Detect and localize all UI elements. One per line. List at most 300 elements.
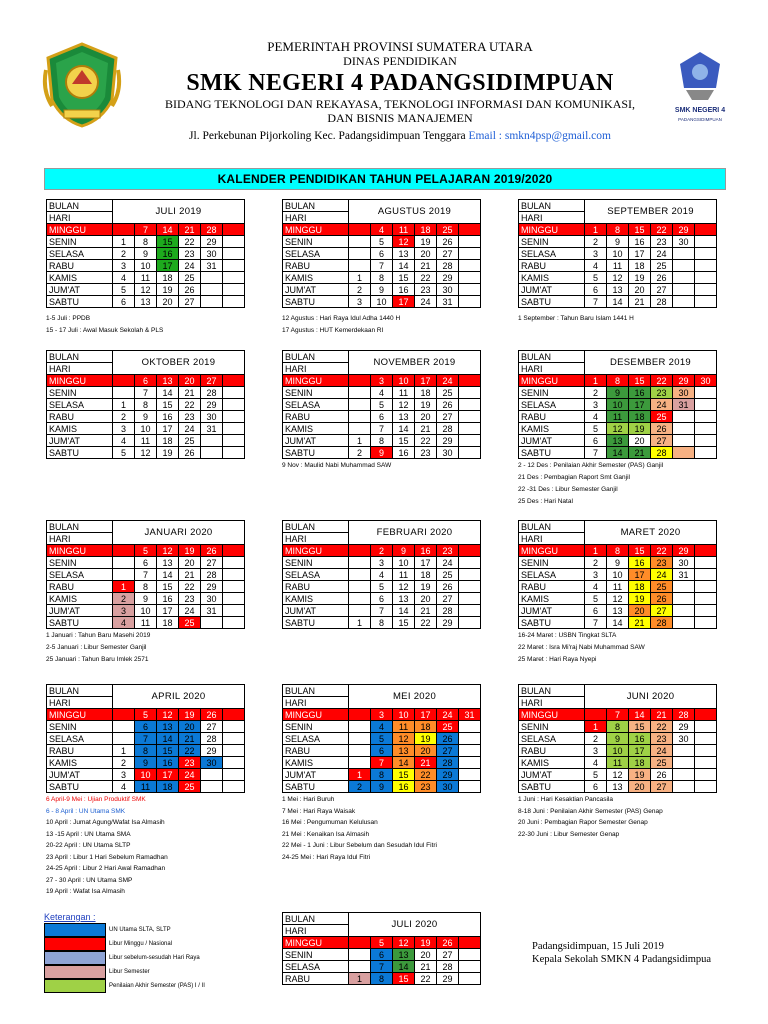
day-label: KAMIS xyxy=(47,272,113,284)
table-row xyxy=(47,296,245,308)
date-cell xyxy=(673,411,695,423)
date-cell xyxy=(113,387,135,399)
day-label: SABTU xyxy=(47,781,113,793)
date-cell: 11 xyxy=(393,224,415,236)
hari-label: HARI xyxy=(47,697,113,709)
date-cell: 11 xyxy=(607,411,629,423)
date-cell: 8 xyxy=(607,545,629,557)
day-label: MINGGU xyxy=(47,709,113,721)
date-cell: 3 xyxy=(371,375,393,387)
date-cell: 26 xyxy=(179,284,201,296)
date-cell xyxy=(673,296,695,308)
date-cell: 14 xyxy=(607,617,629,629)
date-cell: 26 xyxy=(651,769,673,781)
bulan-label: BULAN xyxy=(519,685,585,697)
date-cell: 23 xyxy=(437,545,459,557)
date-cell: 9 xyxy=(371,447,393,459)
date-cell xyxy=(349,387,371,399)
date-cell: 24 xyxy=(179,769,201,781)
table-row xyxy=(47,375,245,387)
table-row xyxy=(47,224,245,236)
date-cell: 22 xyxy=(651,721,673,733)
date-cell: 2 xyxy=(585,557,607,569)
day-label: KAMIS xyxy=(283,593,349,605)
date-cell: 22 xyxy=(415,617,437,629)
date-cell xyxy=(201,284,223,296)
date-cell: 7 xyxy=(371,260,393,272)
date-cell: 16 xyxy=(415,545,437,557)
date-cell: 28 xyxy=(437,757,459,769)
date-cell xyxy=(695,224,717,236)
date-cell: 22 xyxy=(415,435,437,447)
date-cell xyxy=(459,973,481,985)
date-cell: 26 xyxy=(201,545,223,557)
date-cell: 2 xyxy=(113,593,135,605)
date-cell: 10 xyxy=(607,399,629,411)
date-cell xyxy=(459,224,481,236)
date-cell xyxy=(349,721,371,733)
date-cell: 22 xyxy=(415,973,437,985)
date-cell: 3 xyxy=(585,745,607,757)
table-row xyxy=(519,781,717,793)
date-cell: 16 xyxy=(157,757,179,769)
date-cell xyxy=(349,581,371,593)
table-row xyxy=(47,569,245,581)
table-row xyxy=(283,387,481,399)
date-cell: 16 xyxy=(629,387,651,399)
date-cell: 9 xyxy=(135,411,157,423)
table-row xyxy=(47,593,245,605)
date-cell xyxy=(223,617,245,629)
date-cell: 16 xyxy=(157,593,179,605)
date-cell: 25 xyxy=(179,272,201,284)
date-cell xyxy=(223,709,245,721)
table-row xyxy=(519,260,717,272)
date-cell xyxy=(459,769,481,781)
date-cell xyxy=(113,569,135,581)
date-cell: 29 xyxy=(201,399,223,411)
bulan-label: BULAN xyxy=(47,200,113,212)
date-cell: 15 xyxy=(393,769,415,781)
date-cell: 7 xyxy=(585,447,607,459)
day-label: SELASA xyxy=(519,733,585,745)
date-cell: 16 xyxy=(629,733,651,745)
date-cell: 23 xyxy=(651,387,673,399)
month-name: MEI 2020 xyxy=(349,685,481,709)
date-cell xyxy=(113,545,135,557)
date-cell xyxy=(673,248,695,260)
date-cell: 19 xyxy=(415,581,437,593)
date-cell xyxy=(459,581,481,593)
date-cell: 12 xyxy=(607,272,629,284)
date-cell: 15 xyxy=(393,973,415,985)
address-line xyxy=(140,130,660,143)
day-label: SELASA xyxy=(47,733,113,745)
date-cell: 10 xyxy=(135,260,157,272)
day-label: SABTU xyxy=(519,617,585,629)
table-row xyxy=(519,581,717,593)
date-cell: 3 xyxy=(349,296,371,308)
date-cell: 6 xyxy=(371,593,393,605)
date-cell xyxy=(459,423,481,435)
date-cell: 30 xyxy=(673,557,695,569)
day-label: MINGGU xyxy=(47,375,113,387)
date-cell: 18 xyxy=(415,224,437,236)
date-cell: 11 xyxy=(393,569,415,581)
date-cell: 23 xyxy=(415,447,437,459)
date-cell: 23 xyxy=(179,248,201,260)
date-cell xyxy=(459,375,481,387)
date-cell xyxy=(695,284,717,296)
day-label: SENIN xyxy=(519,387,585,399)
date-cell: 23 xyxy=(179,593,201,605)
date-cell: 31 xyxy=(673,399,695,411)
date-cell: 26 xyxy=(437,937,459,949)
date-cell: 26 xyxy=(437,733,459,745)
date-cell: 13 xyxy=(393,949,415,961)
date-cell: 11 xyxy=(135,435,157,447)
date-cell xyxy=(223,721,245,733)
date-cell: 27 xyxy=(437,593,459,605)
date-cell: 20 xyxy=(415,949,437,961)
date-cell: 22 xyxy=(179,745,201,757)
day-label: RABU xyxy=(519,411,585,423)
table-row xyxy=(283,236,481,248)
date-cell: 18 xyxy=(629,411,651,423)
date-cell: 21 xyxy=(415,961,437,973)
hari-label: HARI xyxy=(519,212,585,224)
date-cell xyxy=(223,399,245,411)
school-logo-icon xyxy=(668,44,732,126)
day-label: RABU xyxy=(283,973,349,985)
date-cell xyxy=(673,284,695,296)
hari-label: HARI xyxy=(47,533,113,545)
table-row xyxy=(283,949,481,961)
date-cell: 8 xyxy=(371,617,393,629)
day-label: KAMIS xyxy=(283,423,349,435)
date-cell: 13 xyxy=(393,745,415,757)
day-label: JUM'AT xyxy=(519,284,585,296)
date-cell: 4 xyxy=(371,387,393,399)
day-label: SENIN xyxy=(519,557,585,569)
table-row xyxy=(47,399,245,411)
hari-label: HARI xyxy=(519,363,585,375)
date-cell xyxy=(223,224,245,236)
date-cell: 14 xyxy=(157,224,179,236)
date-cell: 12 xyxy=(157,545,179,557)
day-label: MINGGU xyxy=(519,224,585,236)
date-cell: 18 xyxy=(629,581,651,593)
hari-label: HARI xyxy=(47,363,113,375)
date-cell xyxy=(223,733,245,745)
table-row xyxy=(519,605,717,617)
day-label: SENIN xyxy=(283,721,349,733)
date-cell: 21 xyxy=(179,733,201,745)
date-cell: 15 xyxy=(157,236,179,248)
month-table xyxy=(282,199,481,308)
date-cell xyxy=(113,224,135,236)
date-cell: 4 xyxy=(585,260,607,272)
date-cell: 16 xyxy=(629,236,651,248)
date-cell: 21 xyxy=(179,569,201,581)
date-cell xyxy=(459,248,481,260)
date-cell xyxy=(695,769,717,781)
date-cell xyxy=(113,557,135,569)
date-cell: 29 xyxy=(673,224,695,236)
day-label: SENIN xyxy=(519,236,585,248)
table-row xyxy=(519,733,717,745)
date-cell xyxy=(223,557,245,569)
bulan-label: BULAN xyxy=(519,521,585,533)
day-label: SABTU xyxy=(47,447,113,459)
date-cell: 5 xyxy=(113,447,135,459)
day-label: RABU xyxy=(283,260,349,272)
date-cell: 17 xyxy=(415,557,437,569)
date-cell xyxy=(223,447,245,459)
day-label: JUM'AT xyxy=(47,284,113,296)
date-cell xyxy=(349,949,371,961)
date-cell: 7 xyxy=(135,224,157,236)
date-cell xyxy=(695,593,717,605)
date-cell: 18 xyxy=(415,721,437,733)
date-cell xyxy=(695,272,717,284)
day-label: JUM'AT xyxy=(283,769,349,781)
date-cell: 22 xyxy=(651,545,673,557)
date-cell xyxy=(223,605,245,617)
date-cell: 4 xyxy=(113,435,135,447)
date-cell: 24 xyxy=(415,296,437,308)
date-cell xyxy=(459,236,481,248)
day-label: KAMIS xyxy=(519,593,585,605)
day-label: KAMIS xyxy=(47,423,113,435)
office-line: DINAS PENDIDIKAN xyxy=(343,53,457,68)
legend-item: Libur Minggu / Nasional xyxy=(44,937,254,951)
date-cell xyxy=(673,769,695,781)
date-cell xyxy=(201,272,223,284)
date-cell: 9 xyxy=(607,387,629,399)
table-row xyxy=(519,375,717,387)
date-cell: 24 xyxy=(437,375,459,387)
date-cell: 9 xyxy=(393,545,415,557)
date-cell: 10 xyxy=(607,745,629,757)
date-cell: 30 xyxy=(201,593,223,605)
date-cell xyxy=(349,569,371,581)
date-cell: 18 xyxy=(629,260,651,272)
day-label: RABU xyxy=(47,260,113,272)
date-cell xyxy=(223,569,245,581)
date-cell xyxy=(349,757,371,769)
date-cell: 31 xyxy=(201,260,223,272)
hari-label: HARI xyxy=(519,533,585,545)
table-row xyxy=(519,769,717,781)
date-cell: 6 xyxy=(371,248,393,260)
date-cell: 3 xyxy=(371,557,393,569)
date-cell xyxy=(349,224,371,236)
date-cell: 12 xyxy=(393,733,415,745)
date-cell: 23 xyxy=(651,733,673,745)
day-label: SENIN xyxy=(283,236,349,248)
date-cell: 23 xyxy=(179,757,201,769)
date-cell: 17 xyxy=(393,296,415,308)
notes-nov19: 9 Nov : Maulid Nabi Muhammad SAW xyxy=(282,462,392,469)
month-table xyxy=(46,350,245,459)
bulan-label: BULAN xyxy=(47,351,113,363)
date-cell: 22 xyxy=(651,375,673,387)
date-cell xyxy=(459,435,481,447)
date-cell: 16 xyxy=(393,781,415,793)
table-row xyxy=(283,937,481,949)
date-cell xyxy=(349,236,371,248)
date-cell: 25 xyxy=(651,757,673,769)
date-cell: 30 xyxy=(437,781,459,793)
date-cell: 26 xyxy=(437,399,459,411)
date-cell xyxy=(113,709,135,721)
day-label: SABTU xyxy=(283,296,349,308)
table-row xyxy=(519,248,717,260)
day-label: KAMIS xyxy=(47,757,113,769)
month-table xyxy=(518,199,717,308)
table-row xyxy=(283,745,481,757)
month-name: MARET 2020 xyxy=(585,521,717,545)
table-row xyxy=(283,605,481,617)
date-cell xyxy=(223,387,245,399)
month-table xyxy=(46,199,245,308)
notes-jan20: 1 Januari : Tahun Baru Masehi 2019 2-5 Januari : Libur Semester Ganjil 25 Januari : Tahun Baru Imlek 2571 xyxy=(46,632,151,663)
table-row xyxy=(47,248,245,260)
notes-sep19: 1 September : Tahun Baru Islam 1441 H xyxy=(518,315,634,322)
table-row xyxy=(47,557,245,569)
date-cell: 12 xyxy=(393,581,415,593)
date-cell: 10 xyxy=(607,569,629,581)
date-cell: 23 xyxy=(651,557,673,569)
date-cell: 24 xyxy=(179,605,201,617)
date-cell: 25 xyxy=(651,581,673,593)
date-cell: 18 xyxy=(157,435,179,447)
table-row xyxy=(283,569,481,581)
table-row xyxy=(519,399,717,411)
date-cell: 17 xyxy=(629,745,651,757)
date-cell: 17 xyxy=(629,569,651,581)
date-cell: 25 xyxy=(179,781,201,793)
date-cell: 25 xyxy=(437,721,459,733)
table-row xyxy=(519,272,717,284)
date-cell: 6 xyxy=(135,721,157,733)
table-row xyxy=(283,721,481,733)
date-cell: 17 xyxy=(157,769,179,781)
date-cell: 28 xyxy=(673,709,695,721)
date-cell: 1 xyxy=(113,399,135,411)
hari-label: HARI xyxy=(283,212,349,224)
date-cell xyxy=(459,593,481,605)
date-cell: 24 xyxy=(437,709,459,721)
date-cell: 2 xyxy=(113,411,135,423)
date-cell: 16 xyxy=(393,447,415,459)
date-cell: 4 xyxy=(371,569,393,581)
table-row xyxy=(47,284,245,296)
date-cell: 27 xyxy=(651,605,673,617)
day-label: KAMIS xyxy=(283,272,349,284)
date-cell xyxy=(459,272,481,284)
table-row xyxy=(519,423,717,435)
table-row xyxy=(519,617,717,629)
day-label: JUM'AT xyxy=(519,435,585,447)
date-cell: 12 xyxy=(607,769,629,781)
date-cell: 22 xyxy=(179,236,201,248)
date-cell: 25 xyxy=(437,224,459,236)
day-label: SELASA xyxy=(47,248,113,260)
date-cell: 2 xyxy=(585,236,607,248)
date-cell xyxy=(695,387,717,399)
date-cell: 7 xyxy=(371,423,393,435)
month-name: SEPTEMBER 2019 xyxy=(585,200,717,224)
bulan-label: BULAN xyxy=(47,685,113,697)
date-cell: 5 xyxy=(135,709,157,721)
table-row xyxy=(47,236,245,248)
date-cell xyxy=(695,709,717,721)
date-cell: 18 xyxy=(629,757,651,769)
date-cell: 10 xyxy=(371,296,393,308)
date-cell: 21 xyxy=(179,224,201,236)
date-cell: 10 xyxy=(393,709,415,721)
month-name: FEBRUARI 2020 xyxy=(349,521,481,545)
table-row xyxy=(519,557,717,569)
date-cell: 15 xyxy=(629,224,651,236)
day-label: MINGGU xyxy=(283,709,349,721)
date-cell: 13 xyxy=(393,593,415,605)
table-row xyxy=(283,224,481,236)
date-cell: 27 xyxy=(651,284,673,296)
day-label: SELASA xyxy=(47,399,113,411)
email-link[interactable]: Email : smkn4psp@gmail.com xyxy=(468,129,611,142)
date-cell: 9 xyxy=(371,284,393,296)
date-cell: 1 xyxy=(349,435,371,447)
day-label: SENIN xyxy=(283,557,349,569)
date-cell: 29 xyxy=(437,617,459,629)
date-cell: 15 xyxy=(629,375,651,387)
month-table xyxy=(46,520,245,629)
day-label: SENIN xyxy=(47,387,113,399)
date-cell xyxy=(459,387,481,399)
date-cell: 7 xyxy=(135,733,157,745)
date-cell xyxy=(459,447,481,459)
date-cell xyxy=(459,745,481,757)
signatory-role: Kepala Sekolah SMKN 4 Padangsidimpua xyxy=(532,954,712,965)
date-cell: 29 xyxy=(201,236,223,248)
date-cell: 14 xyxy=(607,296,629,308)
date-cell: 28 xyxy=(651,296,673,308)
hari-label: HARI xyxy=(283,697,349,709)
date-cell xyxy=(459,721,481,733)
day-label: SELASA xyxy=(283,733,349,745)
date-cell: 8 xyxy=(607,721,629,733)
day-label: SABTU xyxy=(47,617,113,629)
date-cell: 19 xyxy=(179,709,201,721)
date-cell: 4 xyxy=(113,272,135,284)
table-row xyxy=(283,593,481,605)
date-cell: 22 xyxy=(651,224,673,236)
date-cell: 13 xyxy=(607,435,629,447)
day-label: RABU xyxy=(519,745,585,757)
date-cell: 5 xyxy=(371,236,393,248)
table-row xyxy=(283,781,481,793)
date-cell: 8 xyxy=(135,745,157,757)
date-cell: 9 xyxy=(371,781,393,793)
date-cell: 16 xyxy=(393,284,415,296)
letterhead xyxy=(0,0,768,160)
table-row xyxy=(283,733,481,745)
date-cell xyxy=(459,733,481,745)
date-cell: 25 xyxy=(437,569,459,581)
